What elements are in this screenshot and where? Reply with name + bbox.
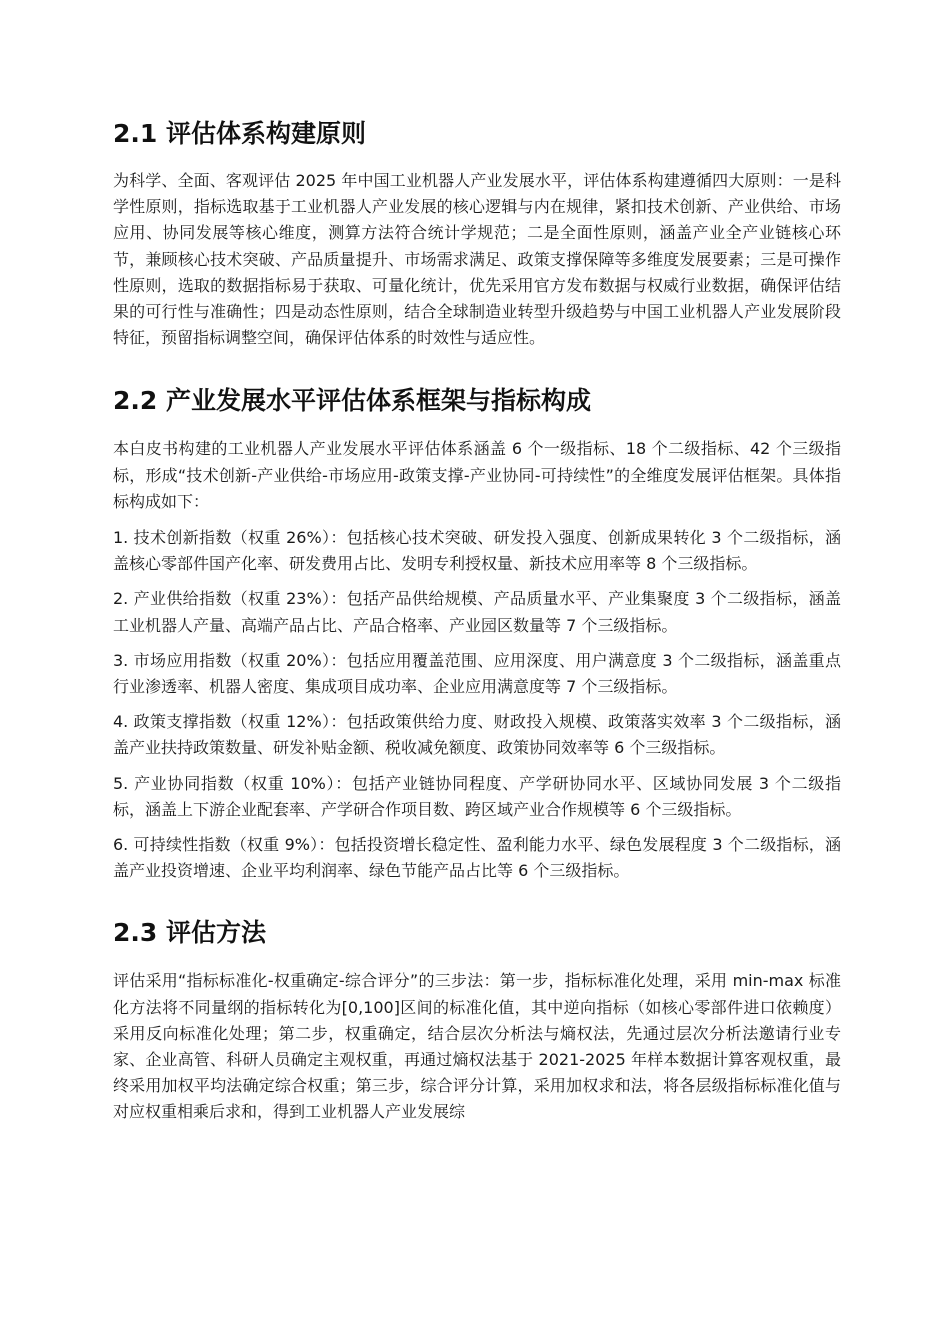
- section-heading-2-1: 2.1 评估体系构建原则: [113, 119, 366, 148]
- indicator-item-tech-innovation: 1. 技术创新指数（权重 26%）：包括核心技术突破、研发投入强度、创新成果转化 3 个二级指标，涵盖核心零部件国产化率、研发费用占比、发明专利授权量、新技术应用率等 8 个三级指标。: [113, 528, 841, 574]
- indicator-item-industry-synergy: 5. 产业协同指数（权重 10%）：包括产业链协同程度、产学研协同水平、区域协同发展 3 个二级指标，涵盖上下游企业配套率、产学研合作项目数、跨区域产业合作规模等 6 个三级指标。: [113, 773, 841, 819]
- section-paragraph-method: 评估采用“指标标准化-权重确定-综合评分”的三步法：第一步，指标标准化处理，采用 min-max 标准化方法将不同量纲的指标转化为[0,100]区间的标准化值，其中逆向指标（如核心零部件进口依赖度）采用反向标准化处理；第二步，权重确定，结合层次分析法与熵权法，先通过层次分析法邀请行业专家、企业高管、科研人员确定主观权重，再通过熵权法基于 2021-2025 年样本数据计算客观权重，最终采用加权平均法确定综合权重；第三步，综合评分计算，采用加权求和法，将各层级指标标准化值与对应权重相乘后求和，得到工业机器人产业发展综: [113, 971, 841, 1122]
- section-paragraph-principles: 为科学、全面、客观评估 2025 年中国工业机器人产业发展水平，评估体系构建遵循四大原则：一是科学性原则，指标选取基于工业机器人产业发展的核心逻辑与内在规律，紧扣技术创新、产业供给、市场应用、协同发展等核心维度，测算方法符合统计学规范；二是全面性原则，涵盖产业全产业链核心环节，兼顾核心技术突破、产品质量提升、市场需求满足、政策支撑保障等多维度发展要素；三是可操作性原则，选取的数据指标易于获取、可量化统计，优先采用官方发布数据与权威行业数据，确保评估结果的可行性与准确性；四是动态性原则，结合全球制造业转型升级趋势与中国工业机器人产业发展阶段特征，预留指标调整空间，确保评估体系的时效性与适应性。: [113, 171, 841, 348]
- indicator-list: [113, 525, 841, 884]
- section-heading-2-3: 2.3 评估方法: [113, 918, 266, 948]
- indicator-item-market-application: 3. 市场应用指数（权重 20%）：包括应用覆盖范围、应用深度、用户满意度 3 个二级指标，涵盖重点行业渗透率、机器人密度、集成项目成功率、企业应用满意度等 7 个三级指标。: [113, 650, 841, 697]
- document-page: [113, 112, 841, 1126]
- indicator-item-industry-supply: 2. 产业供给指数（权重 23%）：包括产品供给规模、产品质量水平、产业集聚度 3 个二级指标，涵盖工业机器人产量、高端产品占比、产品合格率、产业园区数量等 7 个三级指标。: [113, 589, 841, 635]
- indicator-item-sustainability: 6. 可持续性指数（权重 9%）：包括投资增长稳定性、盈利能力水平、绿色发展程度 3 个二级指标，涵盖产业投资增速、企业平均利润率、绿色节能产品占比等 6 个三级指标。: [113, 835, 841, 881]
- indicator-item-policy-support: 4. 政策支撑指数（权重 12%）：包括政策供给力度、财政投入规模、政策落实效率 3 个二级指标，涵盖产业扶持政策数量、研发补贴金额、税收减免额度、政策协同效率等 6 个三级指标。: [113, 712, 841, 758]
- section-heading-2-2: 2.2 产业发展水平评估体系框架与指标构成: [113, 386, 591, 416]
- section-paragraph-framework-intro: 本白皮书构建的工业机器人产业发展水平评估体系涵盖 6 个一级指标、18 个二级指标、42 个三级指标，形成“技术创新-产业供给-市场应用-政策支撑-产业协同-可持续性”的全维度发展评估框架。具体指标构成如下：: [113, 439, 841, 511]
